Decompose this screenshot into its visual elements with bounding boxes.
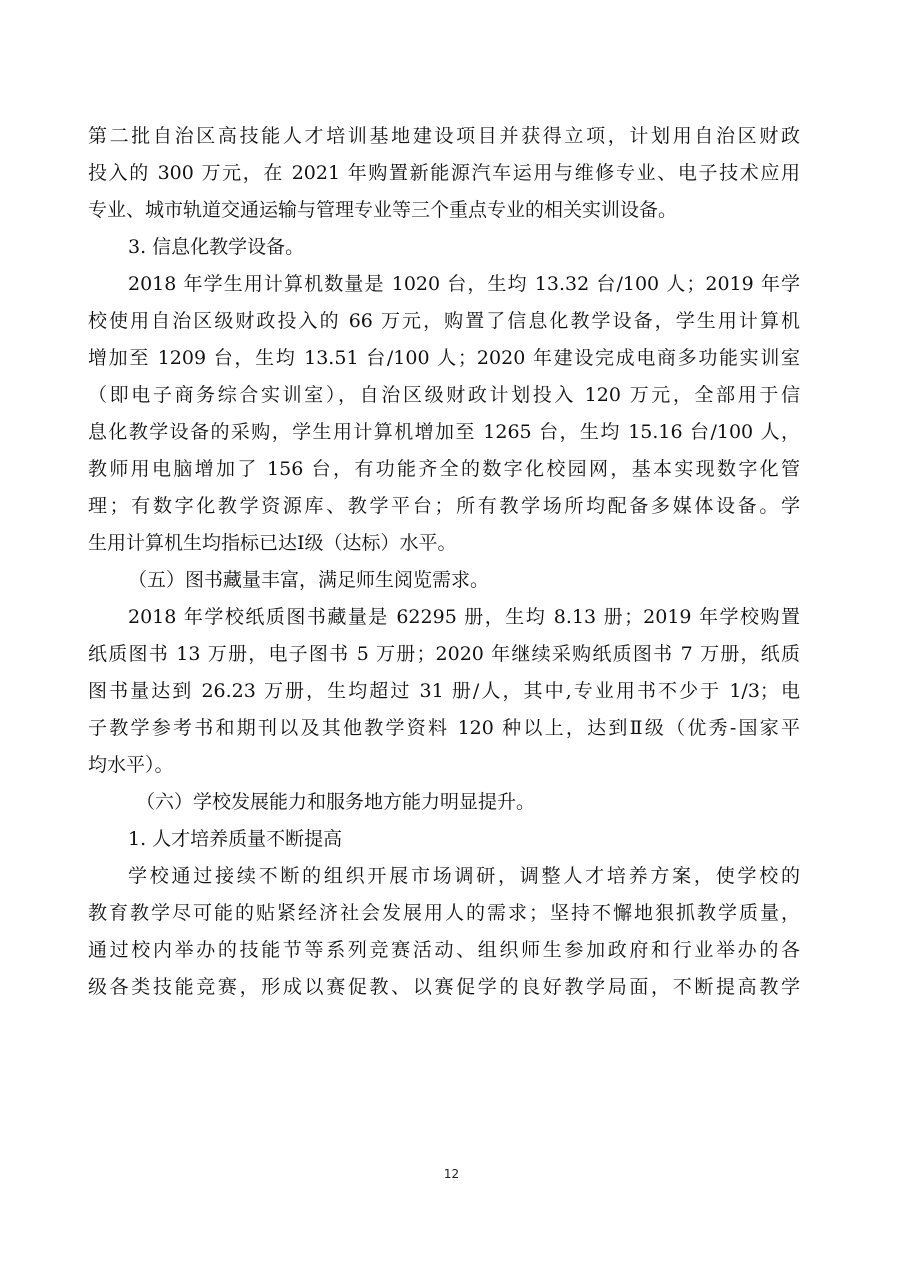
body-text xyxy=(88,118,800,1006)
text-line: 通过校内举办的技能节等系列竞赛活动、组织师生参加政府和行业举办的各 xyxy=(88,939,800,961)
text-line: 纸质图书 13 万册，电子图书 5 万册；2020 年继续采购纸质图书 7 万册，纸质 xyxy=(88,643,800,665)
text-line: 子教学参考书和期刊以及其他教学资料 120 种以上，达到Ⅱ级（优秀-国家平 xyxy=(88,717,800,739)
text-line: 理；有数字化教学资源库、教学平台；所有教学场所均配备多媒体设备。学 xyxy=(88,495,800,517)
text-line: 2018 年学校纸质图书藏量是 62295 册，生均 8.13 册；2019 年学校购置 xyxy=(128,606,800,628)
text-line: 生用计算机生均指标已达Ⅰ级（达标）水平。 xyxy=(88,532,457,554)
section-heading: （五）图书藏量丰富，满足师生阅览需求。 xyxy=(128,569,490,591)
text-line: 投入的 300 万元，在 2021 年购置新能源汽车运用与维修专业、电子技术应用 xyxy=(88,162,800,184)
text-line: （即电子商务综合实训室），自治区级财政计划投入 120 万元，全部用于信 xyxy=(88,384,800,406)
text-line: 学校通过接续不断的组织开展市场调研，调整人才培养方案，使学校的 xyxy=(128,865,800,887)
section-heading: （六）学校发展能力和服务地方能力明显提升。 xyxy=(136,791,536,813)
section-heading: 3. 信息化教学设备。 xyxy=(128,236,305,258)
text-line: 2018 年学生用计算机数量是 1020 台，生均 13.32 台/100 人；2019 年学 xyxy=(128,273,800,295)
page-number: 12 xyxy=(443,1167,460,1181)
text-line: 均水平）。 xyxy=(88,754,174,776)
text-line: 级各类技能竞赛，形成以赛促教、以赛促学的良好教学局面，不断提高教学 xyxy=(88,976,800,998)
text-line: 息化教学设备的采购，学生用计算机增加至 1265 台，生均 15.16 台/100 人， xyxy=(88,421,800,443)
text-line: 第二批自治区高技能人才培训基地建设项目并获得立项，计划用自治区财政 xyxy=(88,125,800,147)
text-line: 教育教学尽可能的贴紧经济社会发展用人的需求；坚持不懈地狠抓教学质量， xyxy=(88,902,800,924)
text-line: 专业、城市轨道交通运输与管理专业等三个重点专业的相关实训设备。 xyxy=(88,199,678,221)
text-line: 教师用电脑增加了 156 台，有功能齐全的数字化校园网，基本实现数字化管 xyxy=(88,458,800,480)
text-line: 增加至 1209 台，生均 13.51 台/100 人；2020 年建设完成电商多功能实训室 xyxy=(88,347,800,369)
section-heading: 1. 人才培养质量不断提高 xyxy=(128,828,343,850)
text-line: 图书量达到 26.23 万册，生均超过 31 册/人，其中,专业用书不少于 1/3；电 xyxy=(88,680,800,702)
text-line: 校使用自治区级财政投入的 66 万元，购置了信息化教学设备，学生用计算机 xyxy=(88,310,800,332)
